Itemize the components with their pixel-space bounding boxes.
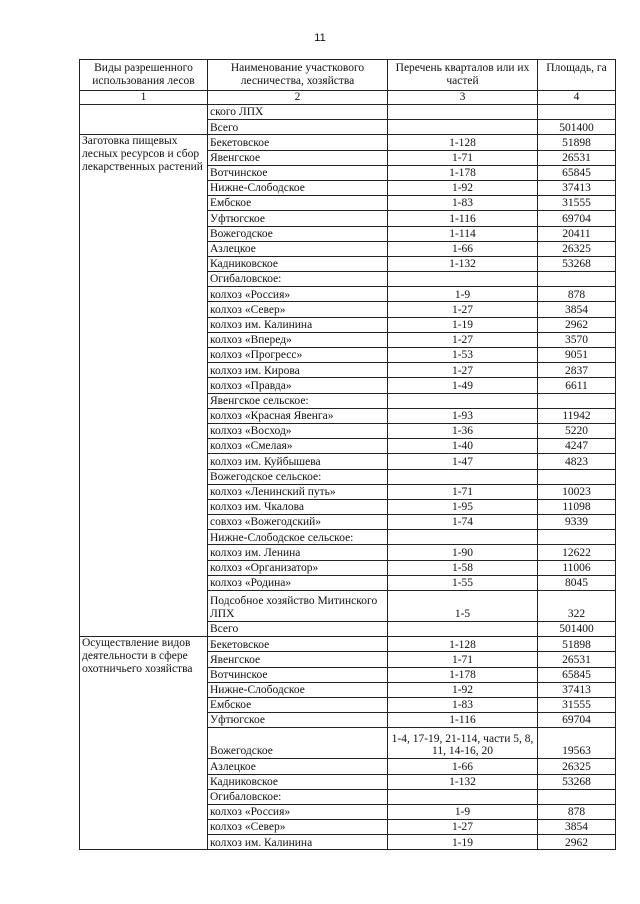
quarters-cell: 1-27 [388, 302, 538, 317]
area-cell: 26531 [538, 150, 616, 165]
quarters-cell: 1-36 [388, 423, 538, 438]
quarters-cell: 1-9 [388, 287, 538, 302]
area-cell: 11942 [538, 408, 616, 423]
area-cell: 4823 [538, 454, 616, 469]
forestry-name-cell: колхоз «Смелая» [208, 439, 388, 454]
forestry-name-cell: колхоз им. Чкалова [208, 499, 388, 514]
area-cell [538, 272, 616, 287]
forestry-name-cell: ского ЛПХ [208, 105, 388, 120]
use-type-cell [80, 105, 208, 135]
area-cell: 26325 [538, 241, 616, 256]
quarters-cell: 1-66 [388, 759, 538, 774]
header-area: Площадь, га [538, 60, 616, 91]
use-type-cell: Заготовка пищевых лесных ресурсов и сбор лекарственных растений [80, 135, 208, 637]
forest-use-table [79, 59, 616, 850]
quarters-cell: 1-49 [388, 378, 538, 393]
forestry-name-cell: совхоз «Вожегодский» [208, 515, 388, 530]
forestry-name-cell: Явенгское [208, 150, 388, 165]
area-cell: 9339 [538, 515, 616, 530]
area-cell: 20411 [538, 226, 616, 241]
area-cell: 322 [538, 591, 616, 622]
forestry-name-cell: колхоз «Север» [208, 820, 388, 835]
area-cell: 69704 [538, 713, 616, 728]
quarters-cell: 1-128 [388, 135, 538, 150]
quarters-cell [388, 622, 538, 637]
quarters-cell: 1-71 [388, 484, 538, 499]
area-cell: 4247 [538, 439, 616, 454]
quarters-cell [388, 105, 538, 120]
area-cell: 2837 [538, 363, 616, 378]
quarters-cell: 1-74 [388, 515, 538, 530]
page-number: 11 [314, 32, 326, 44]
column-number-4: 4 [538, 91, 616, 105]
quarters-cell: 1-178 [388, 165, 538, 180]
area-cell: 19563 [538, 728, 616, 759]
area-cell: 26325 [538, 759, 616, 774]
area-cell: 9051 [538, 348, 616, 363]
area-cell: 878 [538, 804, 616, 819]
forestry-name-cell: Нижне-Слободское сельское: [208, 530, 388, 545]
forestry-name-cell: Вожегодское [208, 226, 388, 241]
header-forestry-name: Наименование участкового лесничества, хозяйства [208, 60, 388, 91]
column-number-2: 2 [208, 91, 388, 105]
forestry-name-cell: колхоз им. Кирова [208, 363, 388, 378]
table-row [80, 105, 616, 120]
area-cell: 8045 [538, 575, 616, 590]
quarters-cell: 1-90 [388, 545, 538, 560]
quarters-cell: 1-132 [388, 774, 538, 789]
forestry-name-cell: Уфтюгское [208, 211, 388, 226]
quarters-cell: 1-95 [388, 499, 538, 514]
area-cell: 3854 [538, 302, 616, 317]
area-cell: 6611 [538, 378, 616, 393]
quarters-cell: 1-19 [388, 835, 538, 850]
area-cell: 69704 [538, 211, 616, 226]
forestry-name-cell: Нижне-Слободское [208, 180, 388, 195]
forestry-name-cell: Азлецкое [208, 759, 388, 774]
quarters-cell: 1-4, 17-19, 21-114, части 5, 8, 11, 14-16, 20 [388, 728, 538, 759]
quarters-cell: 1-47 [388, 454, 538, 469]
forestry-name-cell: Огибаловское: [208, 789, 388, 804]
forestry-name-cell: Вожегодское сельское: [208, 469, 388, 484]
area-cell: 11006 [538, 560, 616, 575]
forestry-name-cell: Азлецкое [208, 241, 388, 256]
forestry-name-cell: Кадниковское [208, 774, 388, 789]
area-cell [538, 530, 616, 545]
forestry-name-cell: Ембское [208, 196, 388, 211]
quarters-cell: 1-55 [388, 575, 538, 590]
forestry-name-cell: колхоз «Ленинский путь» [208, 484, 388, 499]
area-cell: 501400 [538, 120, 616, 135]
quarters-cell: 1-66 [388, 241, 538, 256]
forestry-name-cell: Уфтюгское [208, 713, 388, 728]
forestry-name-cell: колхоз им. Калинина [208, 317, 388, 332]
area-cell: 51898 [538, 135, 616, 150]
quarters-cell [388, 393, 538, 408]
quarters-cell: 1-19 [388, 317, 538, 332]
quarters-cell: 1-58 [388, 560, 538, 575]
area-cell [538, 469, 616, 484]
forestry-name-cell: Кадниковское [208, 256, 388, 271]
quarters-cell: 1-116 [388, 211, 538, 226]
quarters-cell: 1-71 [388, 652, 538, 667]
area-cell: 53268 [538, 774, 616, 789]
forestry-name-cell: Вотчинское [208, 667, 388, 682]
quarters-cell: 1-9 [388, 804, 538, 819]
quarters-cell: 1-27 [388, 820, 538, 835]
area-cell: 501400 [538, 622, 616, 637]
quarters-cell: 1-114 [388, 226, 538, 241]
column-number-3: 3 [388, 91, 538, 105]
forestry-name-cell: колхоз «Красная Явенга» [208, 408, 388, 423]
header-use-type: Виды разрешенного использования лесов [80, 60, 208, 91]
table-header [80, 60, 616, 105]
forestry-name-cell: Явенгское [208, 652, 388, 667]
quarters-cell: 1-128 [388, 637, 538, 652]
quarters-cell [388, 272, 538, 287]
forestry-name-cell: Вотчинское [208, 165, 388, 180]
quarters-cell: 1-71 [388, 150, 538, 165]
forestry-name-cell: Подсобное хозяйство Митинского ЛПХ [208, 591, 388, 622]
quarters-cell: 1-83 [388, 196, 538, 211]
area-cell: 37413 [538, 682, 616, 697]
forestry-name-cell: Бекетовское [208, 637, 388, 652]
forestry-name-cell: колхоз «Восход» [208, 423, 388, 438]
quarters-cell: 1-83 [388, 697, 538, 712]
forestry-name-cell: колхоз «Россия» [208, 287, 388, 302]
area-cell: 31555 [538, 196, 616, 211]
area-cell: 37413 [538, 180, 616, 195]
area-cell: 5220 [538, 423, 616, 438]
area-cell: 11098 [538, 499, 616, 514]
forestry-name-cell: колхоз им. Калинина [208, 835, 388, 850]
area-cell: 12622 [538, 545, 616, 560]
forestry-name-cell: Всего [208, 120, 388, 135]
area-cell: 3570 [538, 332, 616, 347]
forestry-name-cell: Вожегодское [208, 728, 388, 759]
quarters-cell: 1-40 [388, 439, 538, 454]
quarters-cell: 1-92 [388, 682, 538, 697]
quarters-cell [388, 789, 538, 804]
quarters-cell [388, 530, 538, 545]
forestry-name-cell: колхоз «Родина» [208, 575, 388, 590]
area-cell: 26531 [538, 652, 616, 667]
forestry-name-cell: колхоз «Организатор» [208, 560, 388, 575]
use-type-cell: Осуществление видов деятельности в сфере охотничьего хозяйства [80, 637, 208, 850]
forestry-name-cell: Огибаловское: [208, 272, 388, 287]
quarters-cell: 1-93 [388, 408, 538, 423]
forestry-name-cell: Бекетовское [208, 135, 388, 150]
area-cell [538, 393, 616, 408]
quarters-cell: 1-92 [388, 180, 538, 195]
quarters-cell: 1-27 [388, 332, 538, 347]
quarters-cell: 1-116 [388, 713, 538, 728]
quarters-cell: 1-53 [388, 348, 538, 363]
area-cell: 10023 [538, 484, 616, 499]
forestry-name-cell: Явенгское сельское: [208, 393, 388, 408]
forestry-name-cell: колхоз «Север» [208, 302, 388, 317]
area-cell: 31555 [538, 697, 616, 712]
quarters-cell [388, 469, 538, 484]
area-cell: 878 [538, 287, 616, 302]
area-cell [538, 789, 616, 804]
quarters-cell: 1-132 [388, 256, 538, 271]
forestry-name-cell: Нижне-Слободское [208, 682, 388, 697]
forestry-name-cell: колхоз им. Куйбышева [208, 454, 388, 469]
area-cell: 53268 [538, 256, 616, 271]
table-row [80, 637, 616, 652]
forestry-name-cell: колхоз «Вперед» [208, 332, 388, 347]
column-number-1: 1 [80, 91, 208, 105]
area-cell: 2962 [538, 835, 616, 850]
area-cell [538, 105, 616, 120]
forestry-name-cell: Ембское [208, 697, 388, 712]
area-cell: 3854 [538, 820, 616, 835]
area-cell: 2962 [538, 317, 616, 332]
header-quarters: Перечень кварталов или их частей [388, 60, 538, 91]
area-cell: 65845 [538, 165, 616, 180]
area-cell: 65845 [538, 667, 616, 682]
table-body [80, 105, 616, 850]
quarters-cell: 1-178 [388, 667, 538, 682]
area-cell: 51898 [538, 637, 616, 652]
forestry-name-cell: колхоз им. Ленина [208, 545, 388, 560]
forestry-name-cell: колхоз «Россия» [208, 804, 388, 819]
forestry-name-cell: колхоз «Правда» [208, 378, 388, 393]
quarters-cell: 1-5 [388, 591, 538, 622]
quarters-cell [388, 120, 538, 135]
table-row [80, 135, 616, 150]
forestry-name-cell: Всего [208, 622, 388, 637]
forestry-name-cell: колхоз «Прогресс» [208, 348, 388, 363]
quarters-cell: 1-27 [388, 363, 538, 378]
